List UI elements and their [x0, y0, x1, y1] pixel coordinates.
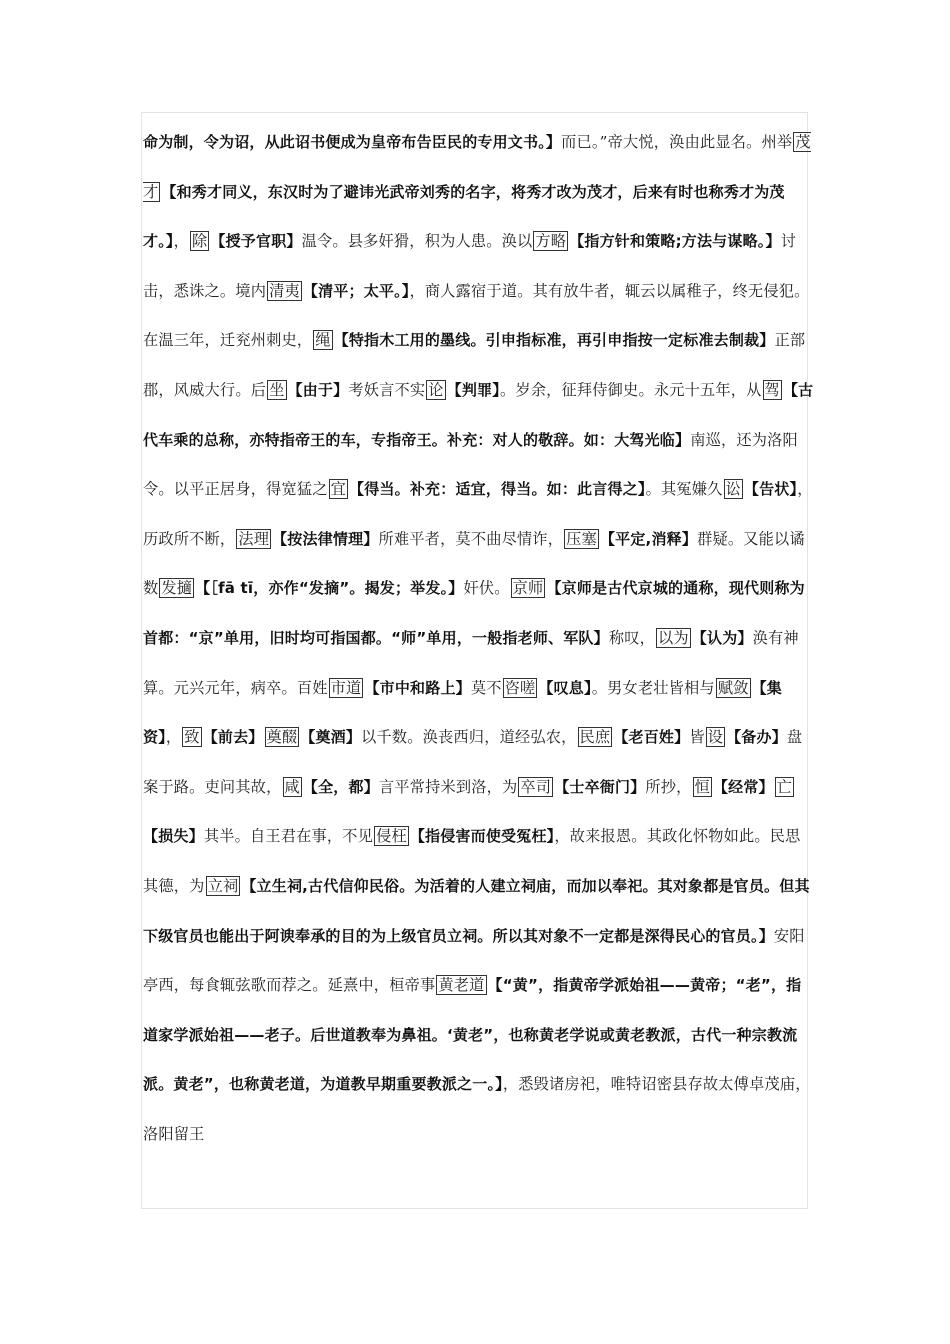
- boxed-keyword: 黄老道: [438, 976, 485, 995]
- classical-text: 安阳亭西，每食辄弦歌而荐之。延熹中，桓帝事: [143, 926, 805, 995]
- annotation-note: 【授予官职】: [210, 232, 302, 251]
- annotation-note: 【集资】: [143, 678, 783, 747]
- annotation-note: 【奠酒】: [300, 728, 362, 747]
- boxed-keyword: 奠醊: [266, 728, 298, 747]
- annotation-note: 【京师是古代京城的通称，现代则称为首都：“京”单用，旧时均可指国都。“师”单用，一般指老师、军队】: [143, 579, 805, 647]
- boxed-keyword: 恒: [694, 777, 710, 796]
- annotation-note: 【指方针和策略;方法与谋略。】: [569, 232, 781, 251]
- annotation-note: 【由于】: [287, 380, 349, 399]
- classical-text: ，商人露宿于道。其有放牛者，辄云以属稚子，终无侵犯。在温三年，迁兖州刺史，: [143, 281, 810, 350]
- classical-text: ，历政所不断，: [143, 480, 813, 548]
- annotation-note: 【和秀才同义，东汉时为了避讳光武帝刘秀的名字，将秀才改为茂才，后来有时也称秀才为茂才。】: [143, 182, 785, 251]
- boxed-keyword: 压塞: [566, 529, 597, 548]
- boxed-keyword: 赋敛: [717, 678, 749, 697]
- annotation-note: 【“黄”，指黄帝学派始祖——黄帝；“老”，指道家学派始祖——老子。后世道教奉为鼻祖。‘黄老”，也称黄老学说或黄老教派，古代一种宗教流派。黄老”，也称黄老道，为道教早期重要教派之一。】: [143, 976, 802, 1094]
- annotation-note: 【叹息】: [538, 678, 592, 697]
- classical-text: ，: [173, 232, 189, 251]
- classical-text: 。岁余，征拜侍御史。永元十五年，从: [499, 380, 762, 399]
- classical-text: ，: [165, 728, 182, 747]
- classical-text: 。男女老壮皆相与: [591, 678, 715, 697]
- classical-text: 皆: [689, 728, 705, 747]
- classical-text: 。其冤嫌久: [645, 480, 723, 499]
- classical-text: 其半。自王君在事，不见: [203, 827, 374, 846]
- annotation-note: 【损失】: [143, 827, 204, 846]
- annotation-note: 【全，都】: [302, 777, 379, 796]
- annotation-note: 【［fā tī，亦作“发摘”。揭发；举发。】: [195, 579, 464, 598]
- annotation-note: 【特指木工用的墨线。引申指标准，再引申指按一定标准去制裁】: [333, 331, 775, 350]
- classical-text: 言平常持米到洛，为: [378, 777, 518, 796]
- classical-text: 正部郡，风威大行。后: [143, 331, 806, 399]
- boxed-keyword: 卒司: [520, 777, 552, 796]
- classical-text: 奸伏。: [463, 579, 510, 598]
- classical-text: 以千数。涣丧西归，道经弘农，: [361, 728, 577, 747]
- boxed-keyword: 坐: [269, 380, 285, 399]
- annotation-note: 【得当。补充：适宜，得当。如：此言得之】: [349, 480, 646, 499]
- annotation-note: 【清平；太平。】: [302, 281, 410, 300]
- boxed-keyword: 方略: [535, 232, 567, 251]
- classical-text: 所抄，: [645, 777, 692, 796]
- boxed-keyword: 市道: [330, 678, 362, 697]
- classical-text: 所难平者，莫不曲尽情诈，: [378, 529, 564, 548]
- annotation-note: 【备办】: [726, 728, 787, 747]
- classical-text: 称叹，: [608, 628, 656, 647]
- boxed-keyword: 驾: [764, 380, 780, 399]
- annotation-note: 命为制，令为诏，从此诏书便成为皇帝布告臣民的专用文书。】: [143, 133, 562, 151]
- classical-text: 考妖言不实: [348, 380, 426, 399]
- boxed-keyword: 清夷: [269, 281, 300, 300]
- annotation-note: 【按法律情理】: [272, 529, 379, 548]
- classical-text: 群疑。又能以谲数: [143, 529, 805, 598]
- boxed-keyword: 咨嗟: [504, 678, 536, 697]
- boxed-keyword: 绳: [315, 331, 331, 350]
- annotation-note: 【判罪】: [446, 380, 500, 399]
- document-body: [143, 118, 815, 1159]
- annotation-note: 【指侵害而使受冤枉】: [409, 827, 555, 846]
- classical-text: 温令。县多奸猾，积为人患。涣以: [301, 232, 533, 251]
- annotation-note: 【古代车乘的总称，亦特指帝王的车，专指帝王。补充：对人的敬辞。如：大驾光临】: [143, 380, 814, 449]
- boxed-keyword: 侵枉: [376, 827, 407, 846]
- classical-text: 南巡，还为洛阳令。以平正居身，得宽猛之: [143, 430, 798, 499]
- classical-text: 盘案于路。吏问其故，: [143, 728, 803, 796]
- boxed-keyword: 以为: [658, 628, 689, 647]
- boxed-keyword: 亡: [776, 777, 793, 796]
- annotation-note: 【告状】: [743, 480, 798, 499]
- classical-text: ，悉毁诸房祀，唯特诏密县存故太傅卓茂庙，洛阳留王: [143, 1075, 811, 1143]
- annotation-note: 【立生祠,古代信仰民俗。为活着的人建立祠庙，而加以奉祀。其对象都是官员。但其下级官员也能出于阿谀奉承的目的为上级官员立祠。所以其对象不一定都是深得民心的官员。】: [143, 876, 810, 945]
- classical-text: 莫不: [470, 678, 502, 697]
- boxed-keyword: 茂才: [143, 133, 811, 201]
- boxed-keyword: 立祠: [207, 876, 239, 895]
- classical-text: 讨击，悉诛之。境内: [143, 232, 797, 300]
- annotation-note: 【前去】: [202, 728, 264, 747]
- annotation-note: 【老百姓】: [613, 728, 690, 747]
- boxed-keyword: 咸: [284, 777, 300, 796]
- boxed-keyword: 法理: [238, 529, 270, 548]
- boxed-keyword: 设: [707, 728, 724, 747]
- annotation-note: 【士卒衙门】: [554, 777, 646, 796]
- classical-text: 而已。”帝大悦，涣由此显名。州举: [561, 133, 793, 151]
- annotation-note: 【经常】: [712, 777, 774, 796]
- boxed-keyword: 除: [192, 232, 208, 251]
- boxed-keyword: 宜: [330, 480, 347, 499]
- boxed-keyword: 民庶: [579, 728, 611, 747]
- boxed-keyword: 论: [428, 380, 444, 399]
- annotation-note: 【认为】: [691, 628, 753, 647]
- annotation-note: 【市中和路上】: [364, 678, 471, 697]
- boxed-keyword: 发擿: [161, 579, 193, 598]
- boxed-keyword: 致: [184, 728, 200, 747]
- annotation-note: 【平定,消释】: [599, 529, 698, 548]
- classical-text: ，故来报恩。其政化怀物如此。民思其德，为: [143, 827, 801, 895]
- classical-text: 涣有神算。元兴元年，病卒。百姓: [143, 628, 799, 697]
- boxed-keyword: 讼: [725, 480, 741, 499]
- boxed-keyword: 京师: [512, 579, 544, 598]
